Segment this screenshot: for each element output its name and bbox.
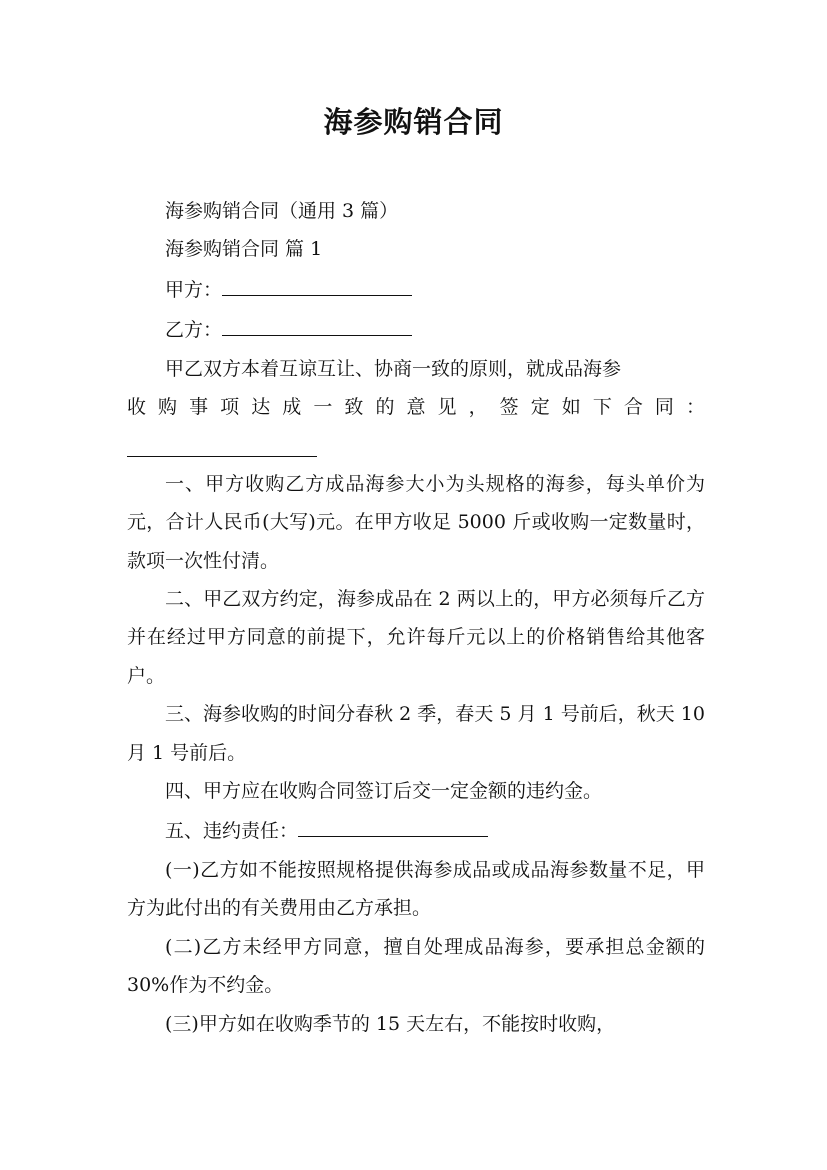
paragraph-part-heading: 海参购销合同 篇 1 — [165, 238, 323, 261]
clause-5-item-3: (三)甲方如在收购季节的 15 天左右，不能按时收购， — [165, 1012, 616, 1035]
party-a-line — [127, 269, 705, 309]
clause-1: 一、甲方收购乙方成品海参大小为头规格的海参，每头单价为元，合计人民币(大写)元。在甲方收足 5000 斤或收购一定数量时，款项一次性付清。 — [127, 472, 705, 572]
clause-5-item-2: (二)乙方未经甲方同意，擅自处理成品海参，要承担总金额的 30%作为不约金。 — [127, 935, 705, 997]
preamble-blank-line — [127, 426, 705, 464]
party-b-line — [127, 309, 705, 349]
clause-5-blank — [298, 810, 488, 837]
document-body — [127, 192, 705, 1043]
clause-2: 二、甲乙双方约定，海参成品在 2 两以上的，甲方必须每斤乙方并在经过甲方同意的前提下，允许每斤元以上的价格销售给其他客户。 — [127, 588, 705, 687]
clause-4: 四、甲方应在收购合同签订后交一定金额的违约金。 — [165, 780, 603, 803]
paragraph-preamble-line-2: 收购事项达成一致的意见，签定如下合同： — [127, 396, 705, 419]
party-b-label: 乙方： — [165, 319, 223, 342]
preamble-blank — [127, 430, 317, 457]
paragraph-preamble-line-1: 甲乙双方本着互谅互让、协商一致的原则，就成品海参 — [165, 357, 622, 380]
clause-5-item-1: (一)乙方如不能按照规格提供海参成品或成品海参数量不足，甲方为此付出的有关费用由乙方承担。 — [127, 858, 705, 920]
party-a-blank — [222, 269, 412, 296]
paragraph-subtitle: 海参购销合同（通用 3 篇） — [165, 200, 399, 222]
document-title: 海参购销合同 — [323, 105, 504, 139]
clause-5-line — [127, 810, 705, 850]
party-b-blank — [222, 309, 412, 336]
party-a-label: 甲方： — [165, 278, 223, 301]
clause-3: 三、海参收购的时间分春秋 2 季，春天 5 月 1 号前后，秋天 10 月 1 号前后。 — [127, 703, 705, 764]
clause-5-label: 五、违约责任： — [165, 820, 299, 843]
